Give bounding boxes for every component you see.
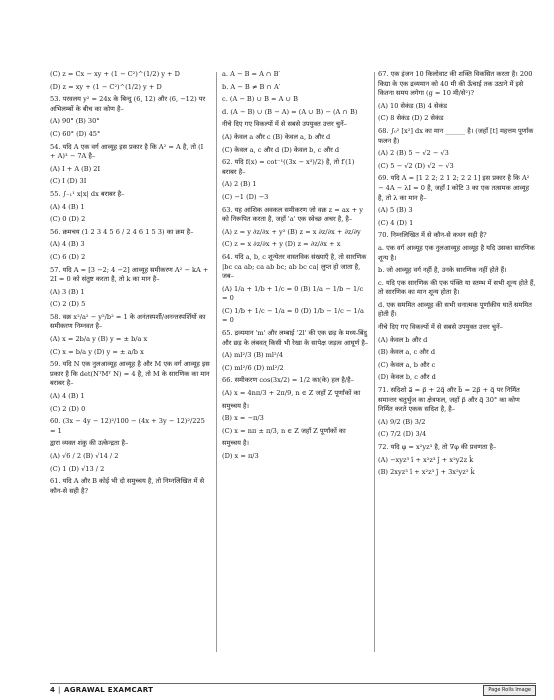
text-line: (A) 4 (B) 1 — [50, 392, 85, 401]
text-line: 70. निम्नलिखित में से कौन-से कथन सही है? — [378, 231, 487, 240]
text-line: (A) ml²/3 (B) ml²/4 — [222, 351, 284, 360]
footer-tag: Page Rolls Image — [483, 685, 536, 696]
text-line: (C) 4 (D) 1 — [378, 218, 414, 227]
text-line: (C) 1/b + 1/c − 1/a = 0 (D) 1/b − 1/c − 1/a = 0 — [222, 306, 364, 325]
text-line: a. A − B = A ∩ B′ — [222, 70, 280, 78]
page-number: 4 — [50, 686, 55, 694]
footer-separator: | — [58, 686, 61, 694]
text-line: 67. एक इंजन 10 किलोवाट की शक्ति विकसित करता है। 200 किग्रा के एक द्रव्यमान को 40 मी की ऊँचाई तक उठाने में इसे कितना समय लगेगा (g = 10 मी/से²)? — [378, 70, 533, 98]
text-line: (D) z = xy + (1 − C²)^(1/2) y + D — [50, 82, 162, 91]
text-line: 72. यदि φ = x²yz³ है, तो ∇φ की प्रवणता है– — [378, 443, 497, 451]
text-line: (A) √6 / 2 (B) √14 / 2 — [50, 452, 119, 460]
text-line: 68. ∫₀² [x²] dx का मान ______ है। (जहाँ [t] महत्तम पूर्णांक फलन है) — [378, 126, 534, 145]
text-line: (A) 10 सेकंड (B) 4 सेकंड — [378, 101, 448, 110]
text-line: b. A − B ≠ B ∩ A′ — [222, 82, 281, 91]
text-line: 53. परवलय y² = 24x के बिन्दु (6, 12) और (6, −12) पर अभिलम्बों के बीच का कोण है– — [50, 95, 206, 113]
text-line: (C) 60° (D) 45° — [50, 129, 101, 138]
text-line: 59. यदि N एक नुलआव्यूह आव्यूह है और M एक वर्ग आव्यूह इस प्रकार है कि det(NᵀMᵀ N) = 4 है, तो M के सारणिक का मान बराबर है– — [50, 360, 210, 388]
column-divider-2 — [374, 72, 375, 652]
text-line: 65. द्रव्यमान 'm' और लम्बाई '2l' की एक छड़ के मध्य-बिंदु और छड़ के लंबवत् किसी भी रेखा के सापेक्ष जड़त्व आघूर्ण है– — [222, 329, 369, 347]
text-line: 54. यदि A एक वर्ग आव्यूह इस प्रकार है कि A² = A है, तो (I + A)³ − 7A है– — [50, 142, 204, 161]
text-line: 66. समीकरण cos(3x/2) = 1/2 का(के) हल है/है– — [222, 376, 354, 385]
text-line: (A) 4 (B) 1 — [50, 202, 85, 211]
text-line: c. यदि एक सारणिक की एक पंक्ति या स्तम्भ में सभी शून्य होते हैं, तो सारणिक का मान शून्य होता है। — [378, 278, 536, 297]
text-line: 56. क्रमचय (1 2 3 4 5 6 / 2 4 6 1 5 3) का क्रम है– — [50, 227, 194, 236]
text-line: नीचे दिए गए विकल्पों में से सबसे उपयुक्त उत्तर चुनें– — [378, 323, 503, 332]
text-line: 63. यह आंशिक अवकल समीकरण जो वक्र z = ax + y को निरूपित करता है, जहाँ 'a' एक स्वेच्छ अचर है, है– — [222, 205, 363, 224]
text-line: (D) x = π/3 — [222, 452, 259, 460]
text-line: 61. यदि A और B कोई भी दो समुच्चय है, तो निम्नलिखित में से कौन-से सही है? — [50, 477, 205, 495]
text-line: (C) 6 (D) 2 — [50, 252, 86, 261]
text-line: a. एक वर्ग आव्यूह एक नुलआव्यूह आव्यूह है यदि उसका सारणिक शून्य है। — [378, 243, 535, 262]
text-line: (C) 2 (D) 0 — [50, 404, 86, 413]
text-line: नीचे दिए गए विकल्पों में से सबसे उपयुक्त उत्तर चुनें– — [222, 120, 347, 129]
text-line: (C) ml²/6 (D) ml²/2 — [222, 363, 284, 372]
text-line: 55. ∫₋₁¹ x|x| dx बराबर है– — [50, 189, 125, 198]
text-line: 58. वक्र x²/a² − y²/b² = 1 के अनंतस्पर्शी/अनन्तस्पर्शियों का समीकरण निम्नवत है– — [50, 312, 206, 331]
text-line: 69. यदि A = [1 2 2; 2 1 2; 2 2 1] इस प्रकार है कि A² − 4A − λI = 0 है, जहाँ I कोटि 3 का एक तत्समक आव्यूह है, तो λ का मान है– — [378, 174, 530, 202]
text-line: (B) 2xyz³ î + x²z³ ĵ + 3x²yz² k̂ — [378, 468, 475, 477]
text-line: (A) केवल a और c (B) केवल a, b और d — [222, 132, 331, 141]
text-line: समुच्चय है। — [222, 439, 249, 448]
text-line: (C) 1 (D) √13 / 2 — [50, 464, 105, 473]
text-line: (D) केवल b, c और d — [378, 373, 436, 382]
text-line: (A) 3 (B) 1 — [50, 287, 85, 296]
text-line: (C) 8 सेकंड (D) 2 सेकंड — [378, 114, 444, 123]
text-line: c. (A − B) ∪ B = A ∪ B — [222, 95, 298, 104]
text-line: b. जो आव्यूह वर्ग नहीं है, उनके सारणिक नहीं होते हैं। — [378, 266, 507, 275]
text-line: (A) x = 2b/a y (B) y = ± b/a x — [50, 335, 148, 344]
text-line: (A) I + A (B) 2I — [50, 164, 101, 173]
text-line: d. एक सममित आव्यूह की सभी धनात्मक पूर्णांकीय घातें सममित होती हैं। — [378, 300, 532, 319]
text-line: (C) 0 (D) 2 — [50, 215, 86, 224]
text-line: (C) z = Cx − xy + (1 − C²)^(1/2) y + D — [50, 70, 180, 78]
text-line: (C) z = x ∂z/∂x + y (D) z = ∂z/∂x + x — [222, 240, 341, 249]
column-2 — [222, 70, 370, 465]
brand-logo-text: AGRAWAL EXAMCART — [64, 686, 154, 694]
column-3 — [378, 70, 536, 481]
text-line: (C) x = b/a y (D) y = ± a/b x — [50, 347, 144, 356]
text-line: 57. यदि A = [3 −2; 4 −2] आव्यूह समीकरण A² − kA + 2I = 0 को संतुष्ट करता है, तो k का मान है– — [50, 265, 209, 284]
text-line: (A) 2 (B) 1 — [222, 180, 257, 189]
text-line: (A) 1/a + 1/b + 1/c = 0 (B) 1/a − 1/b − 1/c = 0 — [222, 284, 364, 303]
text-line: (C) 2 (D) 5 — [50, 300, 86, 309]
text-line: (C) −1 (D) −3 — [222, 192, 269, 201]
text-line: (A) 2 (B) 5 − √2 − √3 — [378, 149, 449, 158]
text-line: (C) I (D) 3I — [50, 177, 87, 186]
text-line: (C) x = nπ ± π/3, n ∈ Z जहाँ Z पूर्णांकों का — [222, 426, 346, 435]
text-line: (C) केवल a, b और c — [378, 360, 436, 369]
page-footer — [50, 683, 536, 696]
text-line: (A) केवल b और d — [378, 335, 428, 344]
text-line: (C) 5 − √2 (D) √2 − √3 — [378, 161, 454, 170]
column-divider-1 — [216, 72, 217, 652]
text-line: द्वारा व्यक्त शंकु की उत्केन्द्रता है– — [50, 439, 129, 448]
text-line: (A) 5 (B) 3 — [378, 206, 413, 215]
text-line: (B) केवल a, c और d — [378, 348, 436, 357]
text-line: 62. यदि f(x) = cot⁻¹((3x − x³)/2) है, तो f′(1) बराबर है– — [222, 158, 355, 176]
text-line: (A) 90° (B) 30° — [50, 117, 100, 126]
text-line: 71. सदिशो a⃗ = p⃗ + 2q⃗ और b⃗ = 2p⃗ + q⃗ पर निर्मित समान्तर चतुर्भुज का क्षेत्रफल, जहाँ p⃗ और q⃗ 30° का कोण निर्मित करते एकक सदिश है, है– — [378, 386, 520, 414]
text-line: समुच्चय है। — [222, 401, 249, 410]
text-line: (A) 4 (B) 3 — [50, 240, 85, 249]
text-line: (C) 7/2 (D) 3/4 — [378, 430, 427, 439]
text-line: 64. यदि a, b, c शून्येतर वास्तविक संख्याएँ है, तो सारणिक |bc ca ab; ca ab bc; ab bc ca| लुप्त हो जाता है, जब– — [222, 252, 367, 281]
text-line: 60. (3x − 4y − 12)²/100 − (4x + 3y − 12)²/225 = 1 — [50, 417, 205, 435]
text-line: (A) 9/2 (B) 3/2 — [378, 417, 426, 426]
text-line: (B) x = −π/3 — [222, 414, 264, 423]
text-line: (A) z = y ∂z/∂x + y² (B) z = x ∂z/∂x + ∂z/∂y — [222, 227, 361, 236]
text-line: d. (A − B) ∪ (B − A) = (A ∪ B) − (A ∩ B) — [222, 107, 358, 116]
text-line: (A) x = 4nπ/3 + 2π/9, n ∈ Z जहाँ Z पूर्णांकों का — [222, 389, 361, 398]
text-line: (C) केवल a, c और d (D) केवल b, c और d — [222, 145, 340, 154]
column-1 — [50, 70, 210, 499]
text-line: (A) −xyz³ î + x²z³ ĵ + x²y2z k̂ — [378, 455, 474, 464]
